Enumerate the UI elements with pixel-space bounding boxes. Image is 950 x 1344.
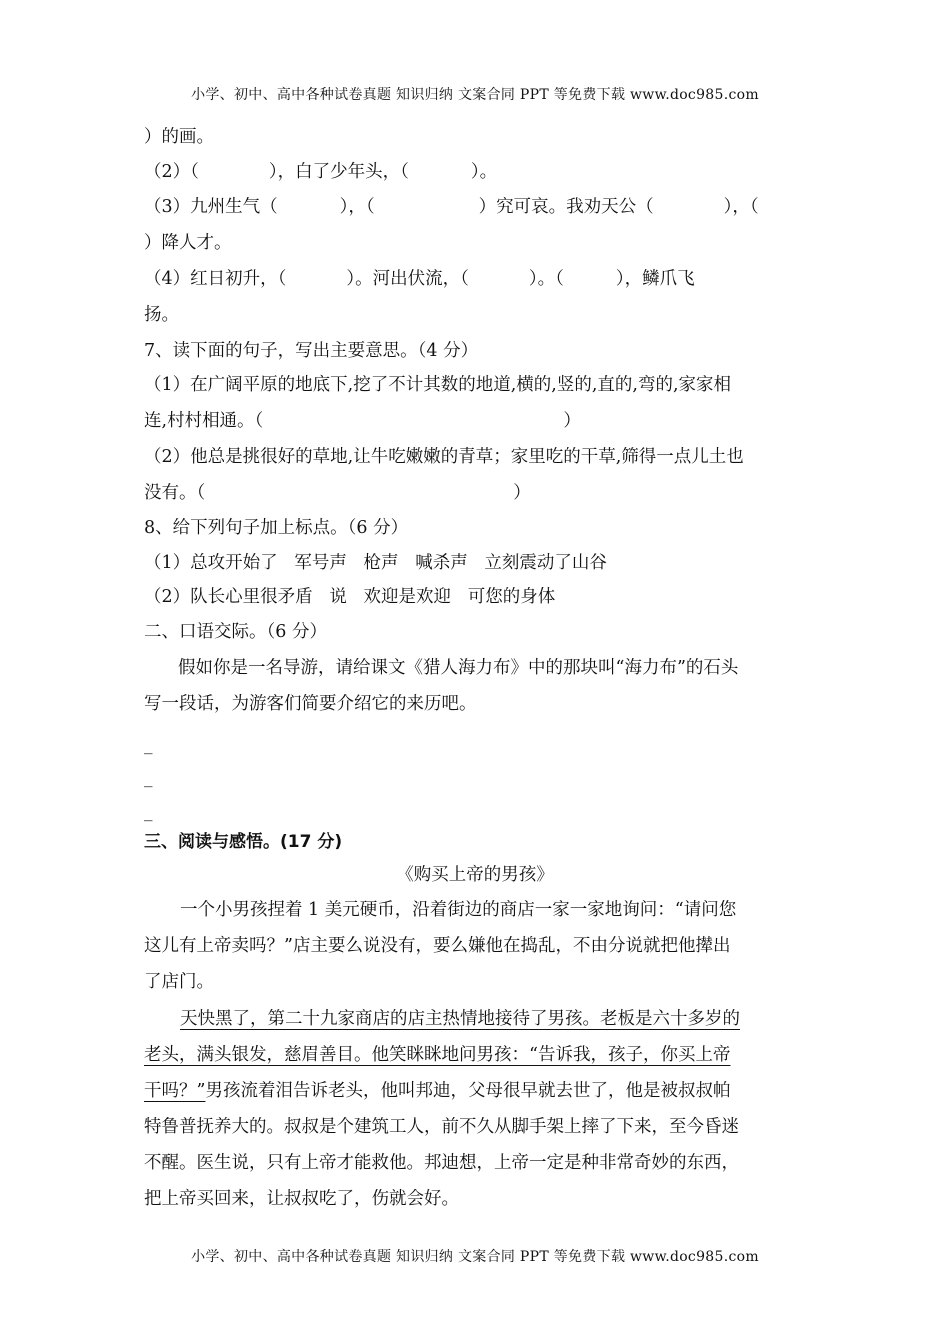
section-2-prompt-line-1: 假如你是一名导游，请给课文《猎人海力布》中的那块叫“海力布”的石头 [178,658,739,678]
q6-item-4 [144,267,806,291]
page-footer: 小学、初中、高中各种试卷真题 知识归纳 文案合同 PPT 等免费下载 www.doc985.com [191,1249,759,1265]
story-p1-line-1: 一个小男孩捏着 1 美元硬币，沿着街边的商店一家一家地询问：“请问您 [180,900,737,920]
story-p2-line-2: 老头，满头银发，慈眉善目。他笑眯眯地问男孩：“告诉我，孩子，你买上帝 [144,1045,731,1065]
q7-s1-open: 连,村村相通。（ [144,411,264,431]
q6-line-0: ）的画。 [144,127,214,147]
answer-blank-1: _ [144,735,153,755]
q6-item-2-c: ）。 [470,162,498,182]
story-p1-line-3: 了店门。 [144,972,214,992]
story-p2-line-3 [144,1079,730,1103]
q7-sentence-2-line-1: （2）他总是挑很好的草地,让牛吃嫩嫩的青草；家里吃的干草,筛得一点儿土也 [144,447,744,467]
q6-item-3-c: ）究可哀。我劝天公（ [478,197,654,217]
story-p2-line-4: 特鲁普抚养大的。叔叔是个建筑工人，前不久从脚手架上摔了下来，至今昏迷 [144,1117,739,1137]
q8-sentence-2: （2）队长心里很矛盾 说 欢迎是欢迎 可您的身体 [144,587,556,607]
q6-item-3-cont: ）降人才。 [144,233,232,253]
q6-item-3-a: （3）九州生气（ [144,197,278,217]
section-2-prompt-line-2: 写一段话，为游客们简要介绍它的来历吧。 [144,694,477,714]
q6-item-4-b: ）。河出伏流，（ [346,269,469,289]
q6-item-4-d: ），鳞爪飞 [615,269,695,289]
story-p1-line-2: 这儿有上帝卖吗？”店主要么说没有，要么嫌他在捣乱，不由分说就把他撵出 [144,936,731,956]
story-title: 《购买上帝的男孩》 [396,865,554,885]
q7-sentence-1-line-2 [144,409,581,433]
story-p2-line-5: 不醒。医生说，只有上帝才能救他。邦迪想，上帝一定是种非常奇妙的东西， [144,1153,739,1173]
q8-title: 8、给下列句子加上标点。（6 分） [144,518,409,538]
page-header: 小学、初中、高中各种试卷真题 知识归纳 文案合同 PPT 等免费下载 www.doc985.com [191,87,759,103]
section-2-title: 二、口语交际。（6 分） [144,622,327,642]
q6-item-4-a: （4）红日初升，（ [144,269,287,289]
q6-item-3-d: ），（ [723,197,759,217]
story-p2-line-6: 把上帝买回来，让叔叔吃了，伤就会好。 [144,1189,459,1209]
q6-item-3-b: ），（ [339,197,375,217]
q6-item-4-c: ）。（ [528,269,564,289]
q7-s2-close: ） [513,483,531,503]
section-3-title: 三、阅读与感悟。(17 分) [144,832,343,852]
answer-blank-3: _ [144,802,153,822]
q8-sentence-1: （1）总攻开始了 军号声 枪声 喊杀声 立刻震动了山谷 [144,553,607,573]
q7-s1-close: ） [563,411,581,431]
story-p2-line-3-rest: 男孩流着泪告诉老头，他叫邦迪，父母很早就去世了，他是被叔叔帕 [205,1081,731,1101]
answer-blank-2: _ [144,768,153,788]
q7-s2-open: 没有。（ [144,483,206,503]
story-p2-line-3-underlined: 干吗？” [144,1081,206,1101]
story-p2-line-1: 天快黑了，第二十九家商店的店主热情地接待了男孩。老板是六十多岁的 [180,1009,740,1029]
q7-title: 7、读下面的句子，写出主要意思。（4 分） [144,341,479,361]
q6-item-3 [144,195,806,219]
q6-item-2-b: ），白了少年头，（ [268,162,409,182]
q6-item-4-cont: 扬。 [144,305,179,325]
q6-item-2 [144,160,544,184]
q7-sentence-1-line-1: （1）在广阔平原的地底下,挖了不计其数的地道,横的,竖的,直的,弯的,家家相 [144,375,732,395]
q7-sentence-2-line-2 [144,481,531,505]
q6-item-2-a: （2）（ [144,162,199,182]
